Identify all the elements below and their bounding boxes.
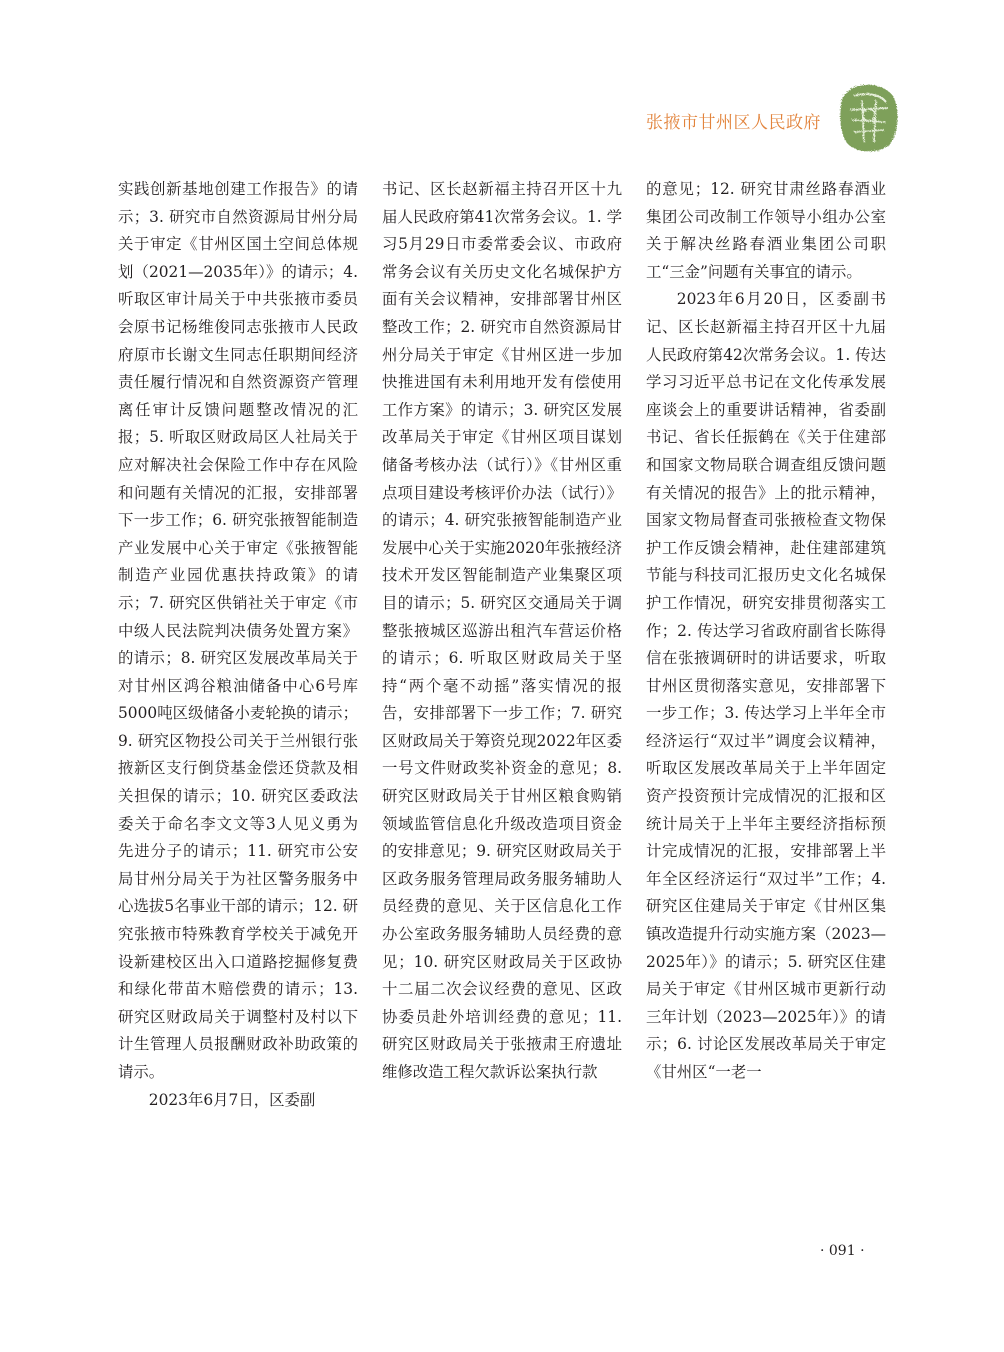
text-column-1	[118, 176, 358, 1114]
paragraph: 实践创新基地创建工作报告》的请示；3. 研究市自然资源局甘州分局关于审定《甘州区国土空间总体规划（2021—2035年）》的请示；4. 听取区审计局关于中共张掖市委员会原书记杨维俊同志张掖市人民政府原市长谢文生同志任职期间经济责任履行情况和自然资源资产管理离任审计反馈问题整改情况的汇报；5. 听取区财政局区人社局关于应对解决社会保险工作中存在风险和问题有关情况的汇报，安排部署下一步工作；6. 研究张掖智能制造产业发展中心关于审定《张掖智能制造产业园优惠扶持政策》的请示；7. 研究区供销社关于审定《市中级人民法院判决债务处置方案》的请示；8. 研究区发展改革局关于对甘州区鸿谷粮油储备中心6号库5000吨区级储备小麦轮换的请示；9. 研究区物投公司关于兰州银行张掖新区支行倒贷基金偿还贷款及相关担保的请示；10. 研究区委政法委关于命名李文文等3人见义勇为先进分子的请示；11. 研究市公安局甘州分局关于为社区警务服务中心选拔5名事业干部的请示；12. 研究张掖市特殊教育学校关于减免开设新建校区出入口道路挖掘修复费和绿化带苗木赔偿费的请示；13. 研究区财政局关于调整村及村以下计生管理人员报酬财政补助政策的请示。	[118, 180, 358, 1081]
page-number: · 091 ·	[820, 1243, 865, 1259]
paragraph: 的意见；12. 研究甘肃丝路春酒业集团公司改制工作领导小组办公室关于解决丝路春酒业集团公司职工“三金”问题有关事宜的请示。	[646, 180, 886, 281]
page-header-title: 张掖市甘州区人民政府	[646, 113, 821, 133]
paragraph: 2023年6月7日，区委副	[148, 1090, 316, 1109]
green-seal-stamp-icon	[838, 82, 900, 154]
text-column-3	[646, 176, 886, 1087]
paragraph: 2023年6月20日，区委副书记、区长赵新福主持召开区十九届人民政府第42次常务会议。1. 传达学习习近平总书记在文化传承发展座谈会上的重要讲话精神，省委副书记、省长任振鹤在《关于住建部和国家文物局联合调查组反馈问题有关情况的报告》上的批示精神，国家文物局督查司张掖检查文物保护工作反馈会精神，赴住建部建筑节能与科技司汇报历史文化名城保护工作情况，研究安排贯彻落实工作；2. 传达学习省政府副省长陈得信在张掖调研时的讲话要求，听取甘州区贯彻落实意见，安排部署下一步工作；3. 传达学习上半年全市经济运行“双过半”调度会议精神，听取区发展改革局关于上半年固定资产投资预计完成情况的汇报和区统计局关于上半年主要经济指标预计完成情况的汇报，安排部署上半年全区经济运行“双过半”工作；4. 研究区住建局关于审定《甘州区集镇改造提升行动实施方案（2023—2025年）》的请示；5. 研究区住建局关于审定《甘州区城市更新行动三年计划（2023—2025年）》的请示；6. 讨论区发展改革局关于审定《甘州区“一老一	[646, 290, 886, 1081]
text-column-2	[382, 176, 622, 1087]
paragraph: 书记、区长赵新福主持召开区十九届人民政府第41次常务会议。1. 学习5月29日市委常委会议、市政府常务会议有关历史文化名城保护方面有关会议精神，安排部署甘州区整改工作；2. 研究市自然资源局甘州分局关于审定《甘州区进一步加快推进国有未利用地开发有偿使用工作方案》的请示；3. 研究区发展改革局关于审定《甘州区项目谋划储备考核办法（试行）》《甘州区重点项目建设考核评价办法（试行）》的请示；4. 研究张掖智能制造产业发展中心关于实施2020年张掖经济技术开发区智能制造产业集聚区项目的请示；5. 研究区交通局关于调整张掖城区巡游出租汽车营运价格的请示；6. 听取区财政局关于坚持“两个毫不动摇”落实情况的报告，安排部署下一步工作；7. 研究区财政局关于筹资兑现2022年区委一号文件财政奖补资金的意见；8. 研究区财政局关于甘州区粮食购销领域监管信息化升级改造项目资金的安排意见；9. 研究区财政局关于区政务服务管理局政务服务辅助人员经费的意见、关于区信息化工作办公室政务服务辅助人员经费的意见；10. 研究区财政局关于区政协十二届二次会议经费的意见、区政协委员赴外培训经费的意见；11. 研究区财政局关于张掖肃王府遗址维修改造工程欠款诉讼案执行款	[382, 180, 622, 1081]
